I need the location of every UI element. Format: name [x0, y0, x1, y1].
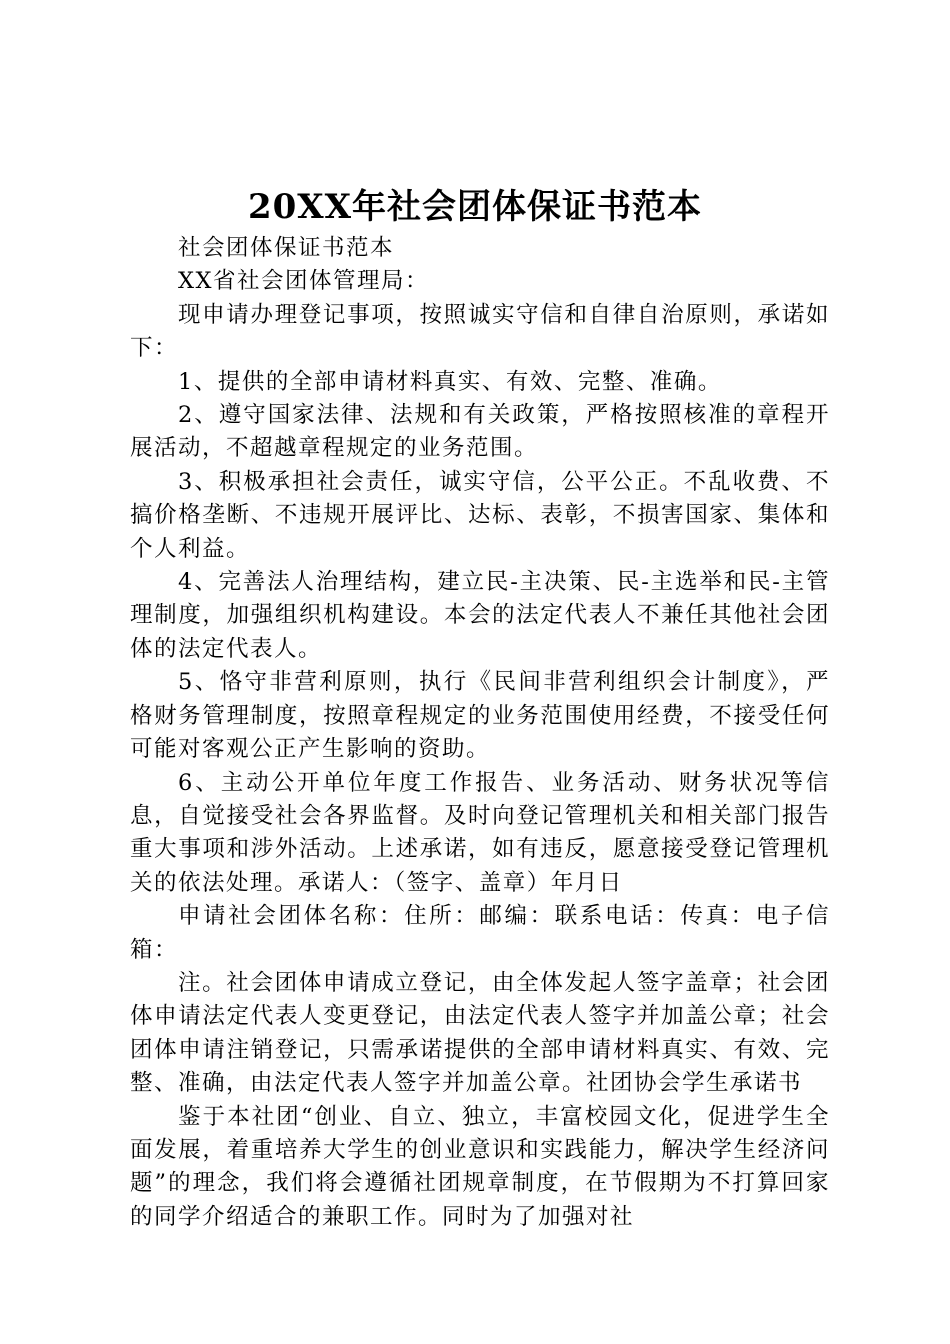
paragraph-subtitle: 社会团体保证书范本 [178, 235, 395, 261]
document-title: 20XX年社会团体保证书范本 [247, 187, 703, 227]
paragraph-addressee: XX省社会团体管理局： [178, 268, 430, 295]
paragraph-item-5: 5、恪守非营利原则，执行《民间非营利组织会计制度》，严格财务管理制度，按照章程规定的业务范围使用经费，不接受任何可能对客观公正产生影响的资助。 [130, 669, 830, 763]
paragraph-item-1: 1、提供的全部申请材料真实、有效、完整、准确。 [178, 368, 722, 395]
document-body [130, 232, 830, 1234]
paragraph-item-3: 3、积极承担社会责任，诚实守信，公平公正。不乱收费、不搞价格垄断、不违规开展评比、达标、表彰，不损害国家、集体和个人利益。 [130, 468, 830, 562]
paragraph-applicant-info: 申请社会团体名称：住所：邮编：联系电话：传真：电子信箱： [130, 903, 830, 963]
paragraph-note: 注。社会团体申请成立登记，由全体发起人签字盖章；社会团体申请法定代表人变更登记，由法定代表人签字并加盖公章；社会团体申请注销登记，只需承诺提供的全部申请材料真实、有效、完整、准确，由法定代表人签字并加盖公章。社团协会学生承诺书 [130, 969, 830, 1097]
paragraph-club-pledge: 鉴于本社团“创业、自立、独立，丰富校园文化，促进学生全面发展，着重培养大学生的创业意识和实践能力，解决学生经济问题”的理念，我们将会遵循社团规章制度，在节假期为不打算回家的同学介绍适合的兼职工作。同时为了加强对社 [130, 1103, 830, 1230]
paragraph-item-2: 2、遵守国家法律、法规和有关政策，严格按照核准的章程开展活动，不超越章程规定的业务范围。 [130, 402, 830, 462]
paragraph-item-4: 4、完善法人治理结构，建立民-主决策、民-主选举和民-主管理制度，加强组织机构建设。本会的法定代表人不兼任其他社会团体的法定代表人。 [130, 569, 830, 662]
paragraph-intro: 现申请办理登记事项，按照诚实守信和自律自治原则，承诺如下： [130, 301, 830, 362]
paragraph-item-6: 6、主动公开单位年度工作报告、业务活动、财务状况等信息，自觉接受社会各界监督。及时向登记管理机关和相关部门报告重大事项和涉外活动。上述承诺，如有违反，愿意接受登记管理机关的依法处理。承诺人：（签字、盖章）年月日 [130, 769, 830, 896]
